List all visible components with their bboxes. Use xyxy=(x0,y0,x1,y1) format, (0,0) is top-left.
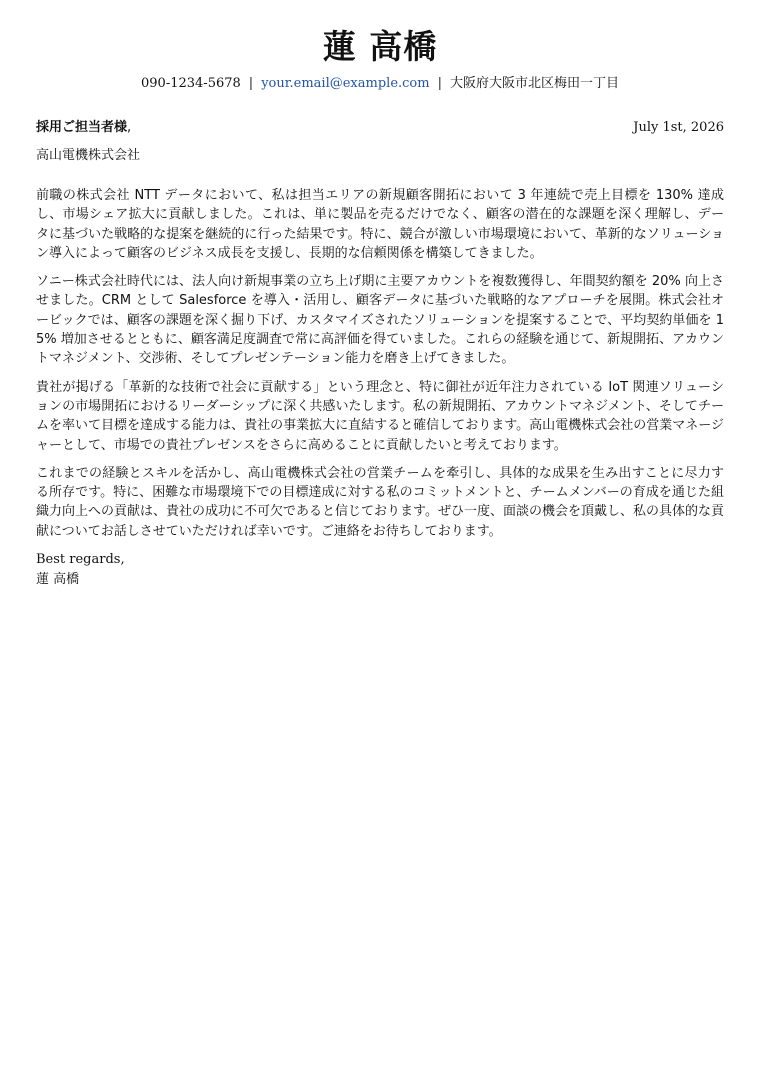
recipient-company: 高山電機株式会社 xyxy=(36,148,141,163)
applicant-name: 蓮 高橋 xyxy=(322,27,438,66)
address: 大阪府大阪市北区梅田一丁目 xyxy=(449,76,619,91)
contact-separator: | xyxy=(437,76,442,91)
letter-body xyxy=(36,186,724,541)
salutation-text: 採用ご担当者様 xyxy=(36,120,128,135)
cover-letter-page xyxy=(36,24,724,590)
body-paragraph: ソニー株式会社時代には、法人向け新規事業の立ち上げ期に主要アカウントを複数獲得し、年間契約額を 20% 向上させました。CRM として Salesforce を導入・活用し、顧客データに基づいた戦略的なアプローチを展開。株式会社オービックでは、顧客の課題を深く掘り下げ、カスタマイズされたソリューションを提案することで、平均契約単価を 15% 増加させるとともに、顧客満足度調査で常に高評価を得ていました。これらの経験を通じて、新規開拓、アカウントマネジメント、交渉術、そしてプレゼンテーション能力を磨き上げてきました。 xyxy=(36,274,724,367)
body-paragraph: 前職の株式会社 NTT データにおいて、私は担当エリアの新規顧客開拓において 3 年連続で売上目標を 130% 達成し、市場シェア拡大に貢献しました。これは、単に製品を売るだけでなく、顧客の潜在的な課題を深く理解し、データに基づいた戦略的な提案を継続的に行った結果です。特に、競合が激しい市場環境において、革新的なソリューション導入によって顧客のビジネス成長を支援し、長期的な信頼関係を構築してきました。 xyxy=(36,188,724,261)
body-paragraph: これまでの経験とスキルを活かし、高山電機株式会社の営業チームを牽引し、具体的な成果を生み出すことに尽力する所存です。特に、困難な市場環境下での目標達成に対する私のコミットメントと、チームメンバーの育成を通じた組織力向上への貢献は、貴社の成功に不可欠であると信じております。ぜひ一度、面談の機会を頂戴し、私の具体的な貢献についてお話しさせていただければ幸いです。ご連絡をお待ちしております。 xyxy=(36,465,724,539)
contact-line xyxy=(36,74,724,94)
contact-separator: | xyxy=(248,76,254,91)
signature: 蓮 高橋 xyxy=(36,572,80,588)
closing: Best regards, xyxy=(36,552,125,568)
letter-date: July 1st, 2026 xyxy=(633,120,724,135)
email-link[interactable]: your.email@example.com xyxy=(261,76,430,91)
salutation-punctuation: , xyxy=(127,120,132,135)
salutation xyxy=(36,118,131,138)
phone-number: 090-1234-5678 xyxy=(141,76,241,91)
salutation-row xyxy=(36,118,724,138)
body-paragraph: 貴社が掲げる「革新的な技術で社会に貢献する」という理念と、特に御社が近年注力されている IoT 関連ソリューションの市場開拓におけるリーダーシップに深く共感いたします。私の新規開拓、アカウントマネジメント、そしてチームを率いて目標を達成する能力は、貴社の事業拡大に直結すると確信しております。高山電機株式会社の営業マネージャーとして、市場での貴社プレゼンスをさらに高めることに貢献したいと考えております。 xyxy=(36,379,724,453)
